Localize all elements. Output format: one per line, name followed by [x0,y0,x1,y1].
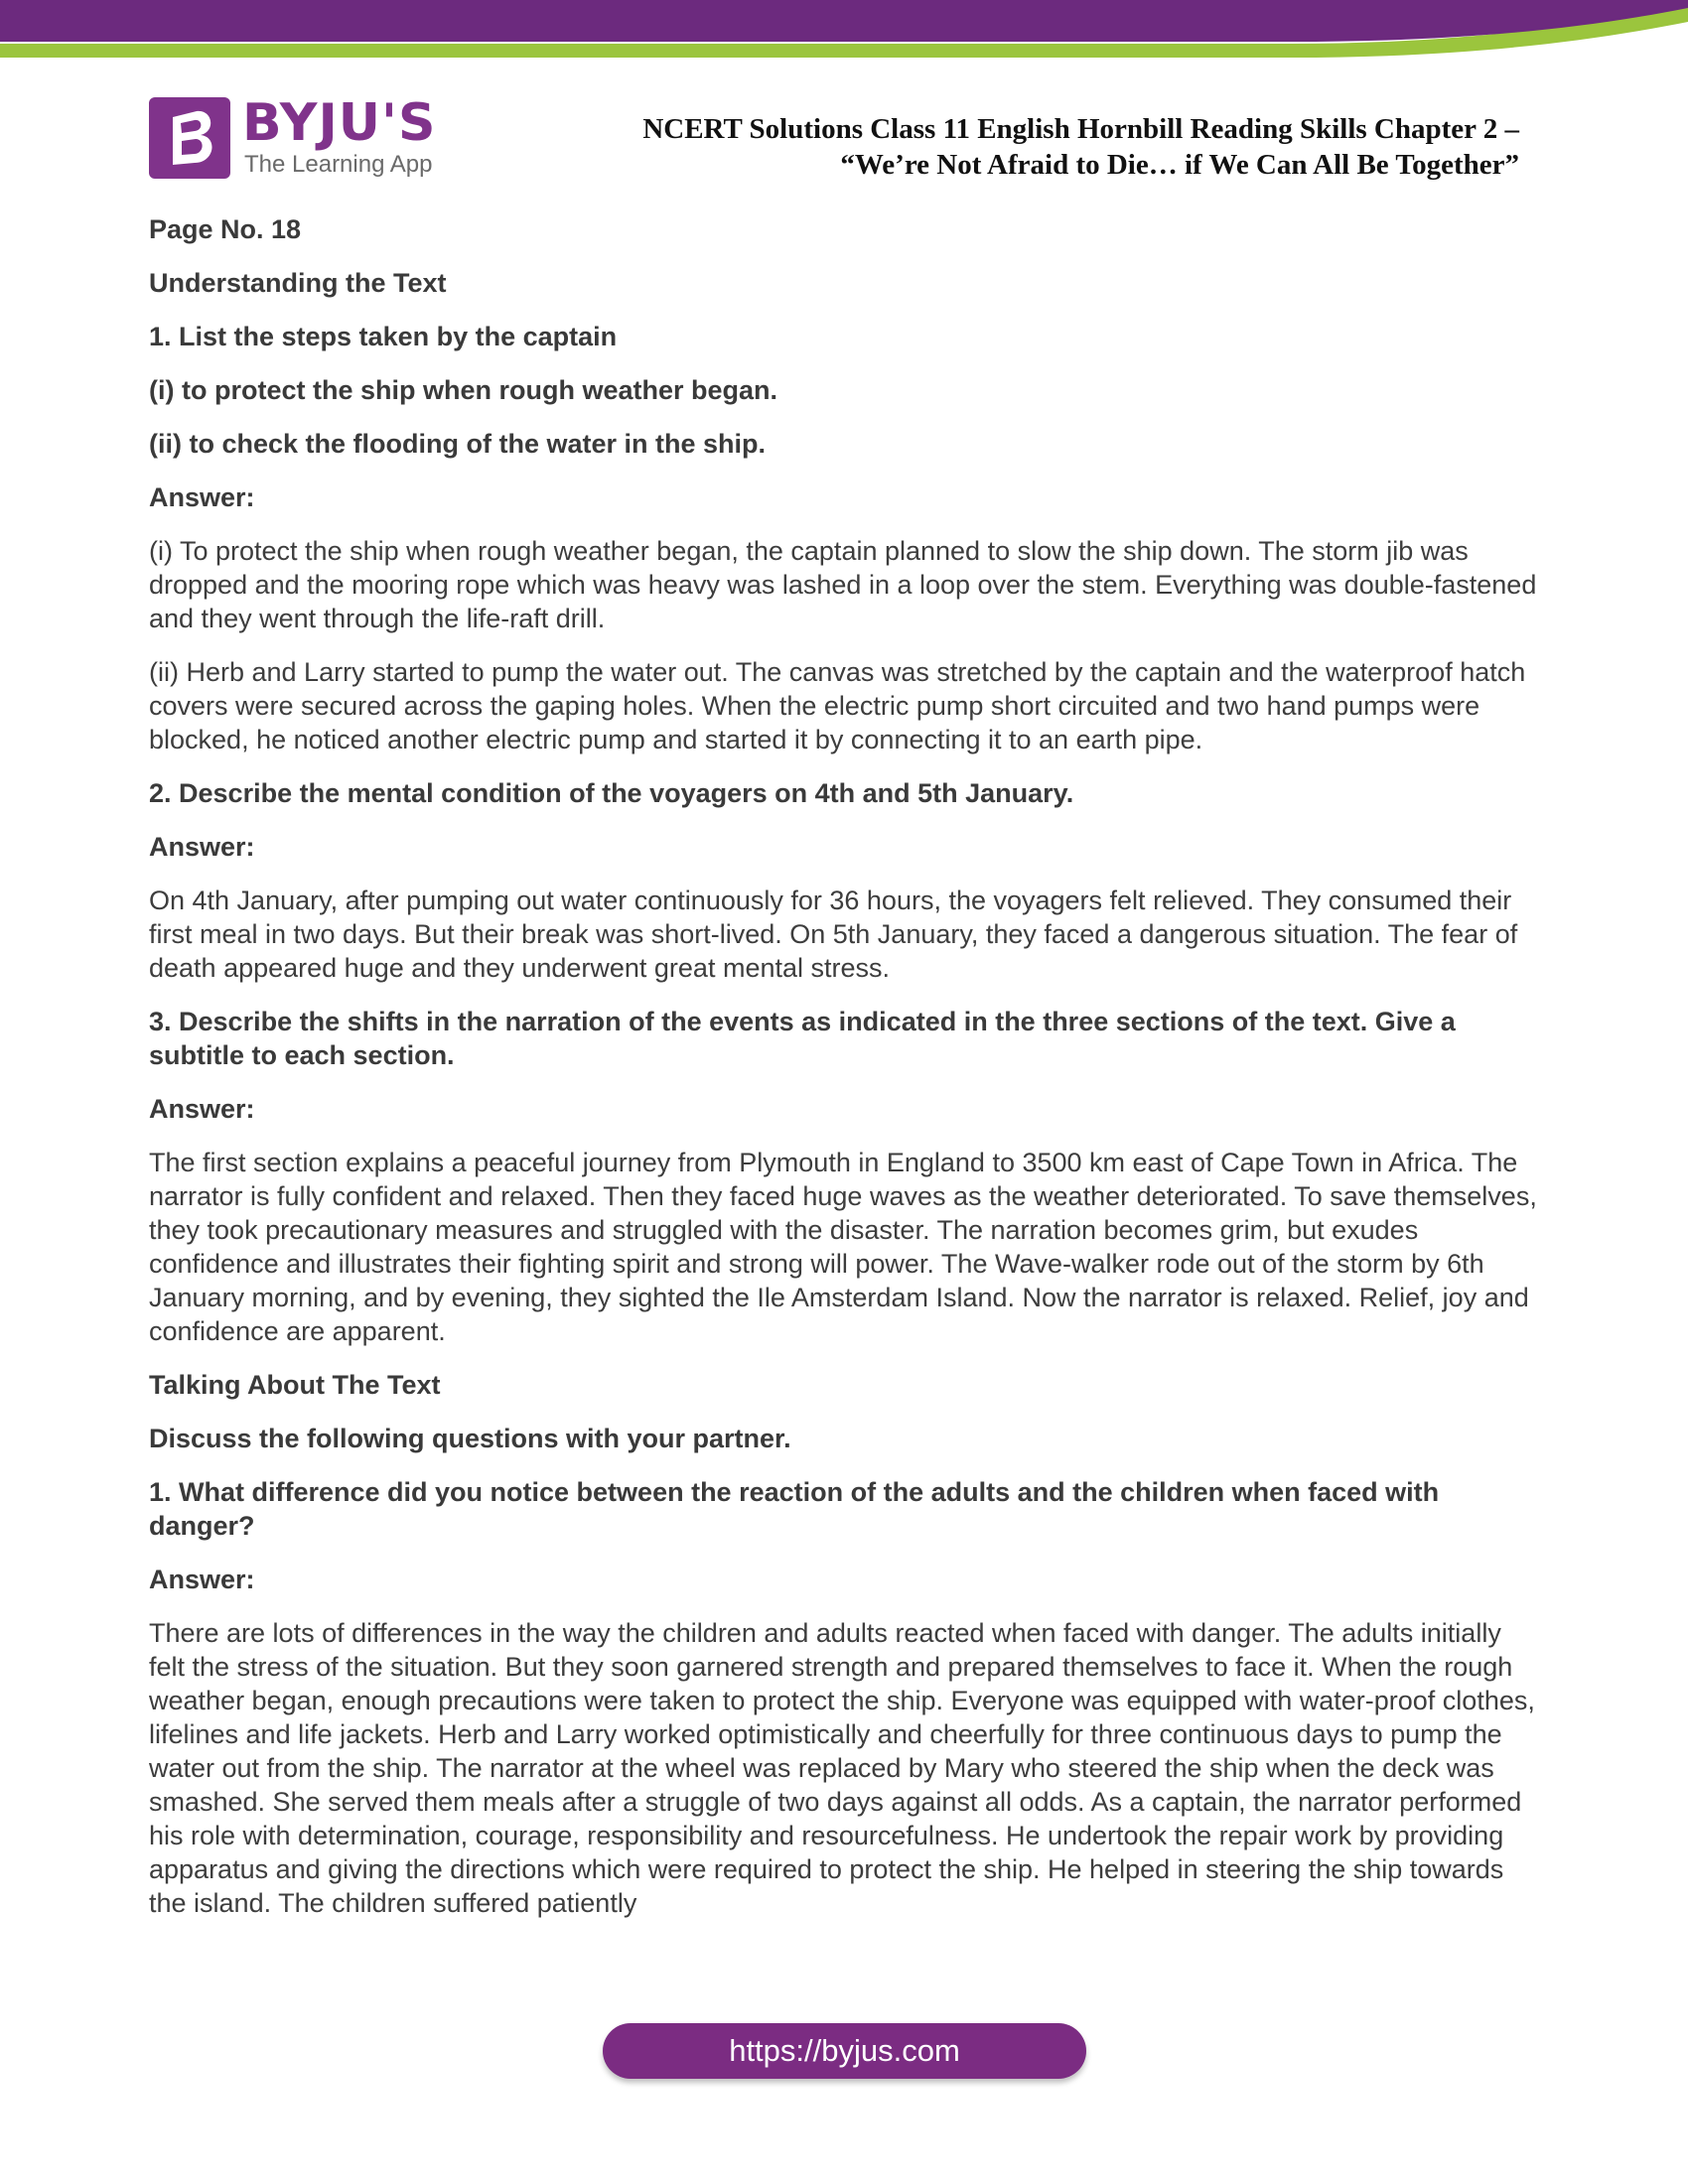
question: 3. Describe the shifts in the narration of the events as indicated in the three sections of the text. Give a subtitle to each section. [149,1007,1456,1070]
byjus-logo-mark-icon [149,97,230,179]
byjus-logo [149,93,437,179]
question-part: (i) to protect the ship when rough weather began. [149,375,778,405]
answer-label: Answer: [149,482,255,512]
document-body [149,212,1539,1940]
answer-label: Answer: [149,1094,255,1124]
question: 1. What difference did you notice between the reaction of the adults and the children when faced with danger? [149,1477,1440,1541]
answer-paragraph: (ii) Herb and Larry started to pump the water out. The canvas was stretched by the captain and the waterproof hatch covers were secured across the gaping holes. When the electric pump short circuited and two hand pumps were blocked, he noticed another electric pump and started it by connecting it to an earth pipe. [149,657,1526,754]
title-line-1: NCERT Solutions Class 11 English Hornbill Reading Skills Chapter 2 – [642,113,1519,145]
footer-url-link[interactable]: https://byjus.com [603,2023,1086,2079]
header-decor-band [0,0,1688,60]
section-heading: Understanding the Text [149,268,447,298]
answer-label: Answer: [149,1565,255,1594]
document-title [526,111,1519,183]
answer-paragraph: (i) To protect the ship when rough weather began, the captain planned to slow the ship down. The storm jib was dropped and the mooring rope which was heavy was lashed in a loop over the stem. Everything was double-fastened and they went through the life-raft drill. [149,536,1537,633]
question: 2. Describe the mental condition of the voyagers on 4th and 5th January. [149,778,1074,808]
question-part: (ii) to check the flooding of the water in the ship. [149,429,767,459]
answer-paragraph: There are lots of differences in the way the children and adults reacted when faced with danger. The adults initially felt the stress of the situation. But they soon garnered strength and prepared themselves to face it. When the rough weather began, enough precautions were taken to protect the ship. Everyone was equipped with water-proof clothes, lifelines and life jackets. Herb and Larry worked optimistically and cheerfully for three continuous days to pump the water out from the ship. The narrator at the wheel was replaced by Mary who steered the ship when the deck was smashed. She served them meals after a struggle of two days against all odds. As a captain, the narrator performed his role with determination, courage, responsibility and resourcefulness. He undertook the repair work by providing apparatus and giving the directions which were required to protect the ship. He helped in steering the ship towards the island. The children suffered patiently [149,1618,1535,1918]
logo-wordmark: BYJU'S [242,93,437,153]
section-heading: Talking About The Text [149,1370,441,1400]
answer-paragraph: On 4th January, after pumping out water continuously for 36 hours, the voyagers felt relieved. They consumed their first meal in two days. But their break was short-lived. On 5th January, they faced a dangerous situation. The fear of death appeared huge and they underwent great mental stress. [149,886,1518,983]
logo-tagline: The Learning App [244,151,433,178]
answer-label: Answer: [149,832,255,862]
instruction: Discuss the following questions with your partner. [149,1424,791,1453]
page-number: Page No. 18 [149,214,302,244]
title-line-2: “We’re Not Afraid to Die… if We Can All Be Together” [840,149,1519,181]
answer-paragraph: The first section explains a peaceful journey from Plymouth in England to 3500 km east of Cape Town in Africa. The narrator is fully confident and relaxed. Then they faced huge waves as the weather deteriorated. To save themselves, they took precautionary measures and struggled with the disaster. The narration becomes grim, but exudes confidence and illustrates their fighting spirit and strong will power. The Wave-walker rode out of the storm by 6th January morning, and by evening, they sighted the Ile Amsterdam Island. Now the narrator is relaxed. Relief, joy and confidence are apparent. [149,1148,1537,1346]
question: 1. List the steps taken by the captain [149,322,618,351]
